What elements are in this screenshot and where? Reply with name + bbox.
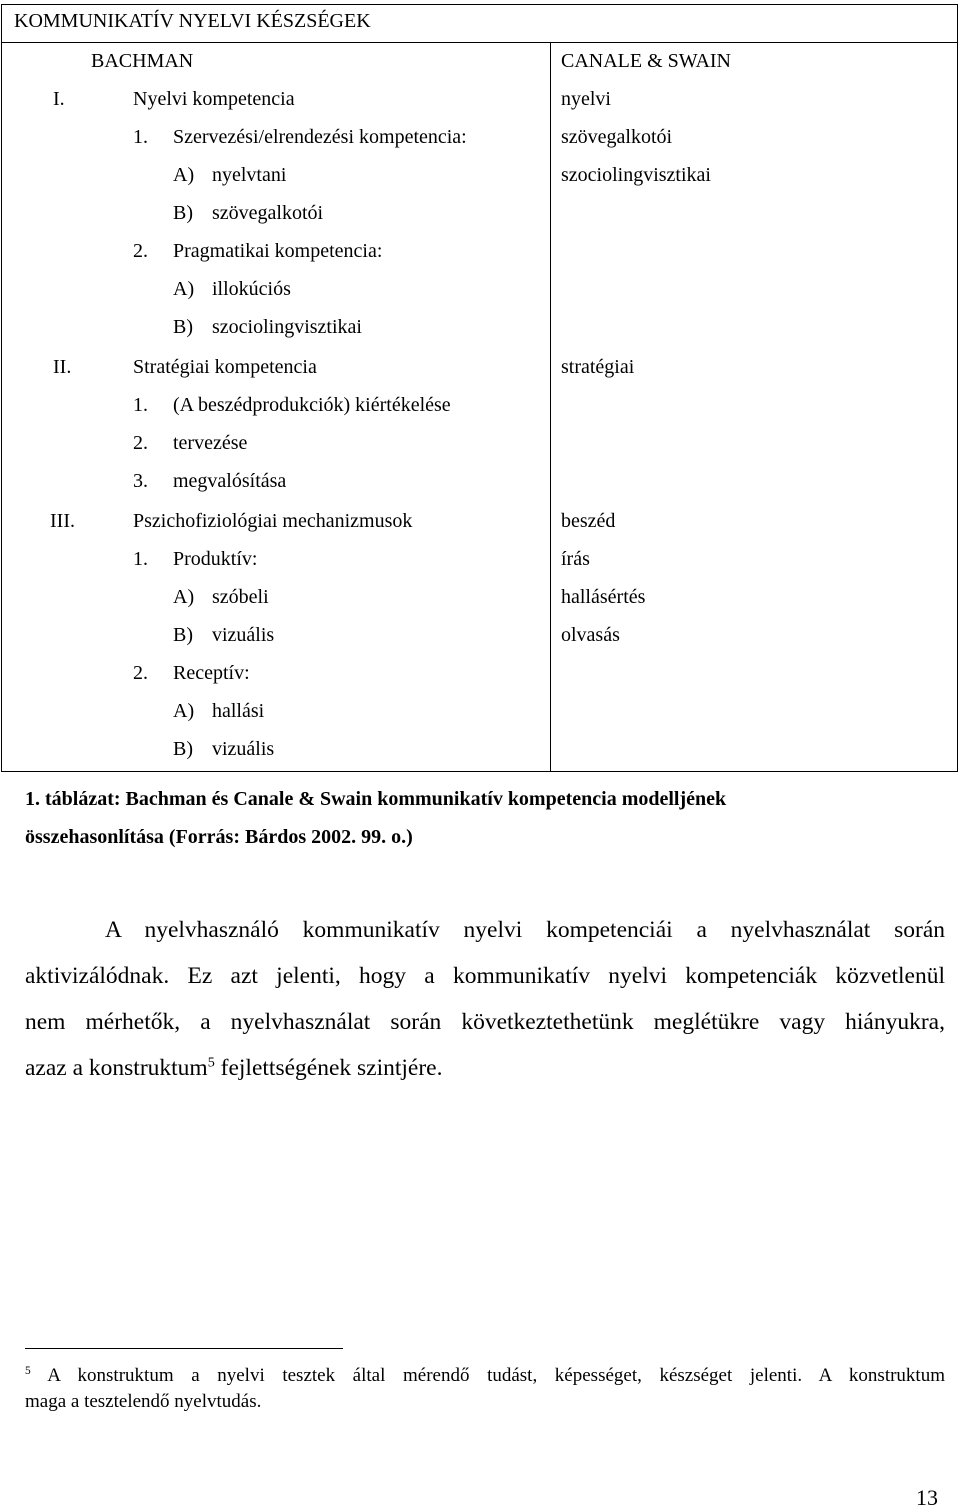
row-num: II. bbox=[53, 356, 72, 378]
row-num: A) bbox=[173, 164, 195, 186]
right-cell: írás bbox=[561, 548, 590, 570]
footnote-text: A konstruktum a nyelvi tesztek által mérendő tudást, képességet, készséget jelenti. A konstruktum bbox=[30, 1365, 945, 1386]
row-text: vizuális bbox=[212, 738, 275, 760]
row-text: nyelvtani bbox=[212, 164, 287, 186]
row-num: B) bbox=[173, 202, 193, 224]
paragraph-line: nem mérhetők, a nyelvhasználat során következtethetünk meglétükre vagy hiányukra, bbox=[25, 1009, 945, 1035]
row-num: III. bbox=[50, 510, 75, 532]
row-text: Receptív: bbox=[173, 662, 250, 684]
row-num: A) bbox=[173, 700, 195, 722]
right-cell: nyelvi bbox=[561, 88, 611, 110]
row-text: illokúciós bbox=[212, 278, 291, 300]
row-num: 2. bbox=[133, 432, 148, 454]
paragraph-text: fejlettségének szintjére. bbox=[214, 1055, 443, 1081]
row-num: 1. bbox=[133, 126, 148, 148]
row-num: I. bbox=[53, 88, 65, 110]
right-cell: szövegalkotói bbox=[561, 126, 673, 148]
row-num: B) bbox=[173, 738, 193, 760]
page-number: 13 bbox=[916, 1485, 938, 1510]
row-text: szövegalkotói bbox=[212, 202, 324, 224]
canale-swain-header: CANALE & SWAIN bbox=[561, 50, 731, 72]
row-text: hallási bbox=[212, 700, 265, 722]
row-text: megvalósítása bbox=[173, 470, 287, 492]
paragraph-line bbox=[25, 1056, 945, 1080]
row-text: szociolingvisztikai bbox=[212, 316, 362, 338]
row-num: B) bbox=[173, 624, 193, 646]
row-num: 3. bbox=[133, 470, 148, 492]
footnote-line bbox=[25, 1364, 945, 1388]
right-cell: beszéd bbox=[561, 510, 616, 532]
table-caption-line: összehasonlítása (Forrás: Bárdos 2002. 99. o.) bbox=[25, 826, 413, 848]
row-text: szóbeli bbox=[212, 586, 269, 608]
row-num: 1. bbox=[133, 394, 148, 416]
row-num: 2. bbox=[133, 240, 148, 262]
table-caption-line: 1. táblázat: Bachman és Canale & Swain kommunikatív kompetencia modelljének bbox=[25, 788, 727, 810]
footnote-separator bbox=[25, 1348, 343, 1349]
footnote-line: maga a tesztelendő nyelvtudás. bbox=[25, 1391, 262, 1412]
row-num: 2. bbox=[133, 662, 148, 684]
comparison-table bbox=[1, 4, 958, 772]
paragraph-line: A nyelvhasználó kommunikatív nyelvi kompetenciái a nyelvhasználat során bbox=[105, 917, 945, 943]
table-title: KOMMUNIKATÍV NYELVI KÉSZSÉGEK bbox=[14, 10, 371, 32]
row-text: (A beszédprodukciók) kiértékelése bbox=[173, 394, 451, 416]
paragraph-line: aktivizálódnak. Ez azt jelenti, hogy a kommunikatív nyelvi kompetenciák közvetlenül bbox=[25, 963, 945, 989]
row-num: 1. bbox=[133, 548, 148, 570]
column-divider bbox=[550, 42, 551, 771]
row-text: Nyelvi kompetencia bbox=[133, 88, 295, 110]
row-text: Stratégiai kompetencia bbox=[133, 356, 317, 378]
row-text: Pszichofiziológiai mechanizmusok bbox=[133, 510, 413, 532]
row-num: A) bbox=[173, 586, 195, 608]
row-num: A) bbox=[173, 278, 195, 300]
row-text: vizuális bbox=[212, 624, 275, 646]
footnote-ref: 5 bbox=[207, 1054, 215, 1071]
right-cell: hallásértés bbox=[561, 586, 646, 608]
footnote-mark: 5 bbox=[25, 1365, 31, 1378]
bachman-header: BACHMAN bbox=[91, 50, 194, 72]
right-cell: szociolingvisztikai bbox=[561, 164, 711, 186]
right-cell: olvasás bbox=[561, 624, 620, 646]
header-divider bbox=[2, 42, 957, 43]
row-text: Szervezési/elrendezési kompetencia: bbox=[173, 126, 467, 148]
row-text: Pragmatikai kompetencia: bbox=[173, 240, 383, 262]
row-num: B) bbox=[173, 316, 193, 338]
row-text: Produktív: bbox=[173, 548, 258, 570]
right-cell: stratégiai bbox=[561, 356, 635, 378]
paragraph-text: azaz a konstruktum bbox=[25, 1055, 208, 1081]
row-text: tervezése bbox=[173, 432, 248, 454]
